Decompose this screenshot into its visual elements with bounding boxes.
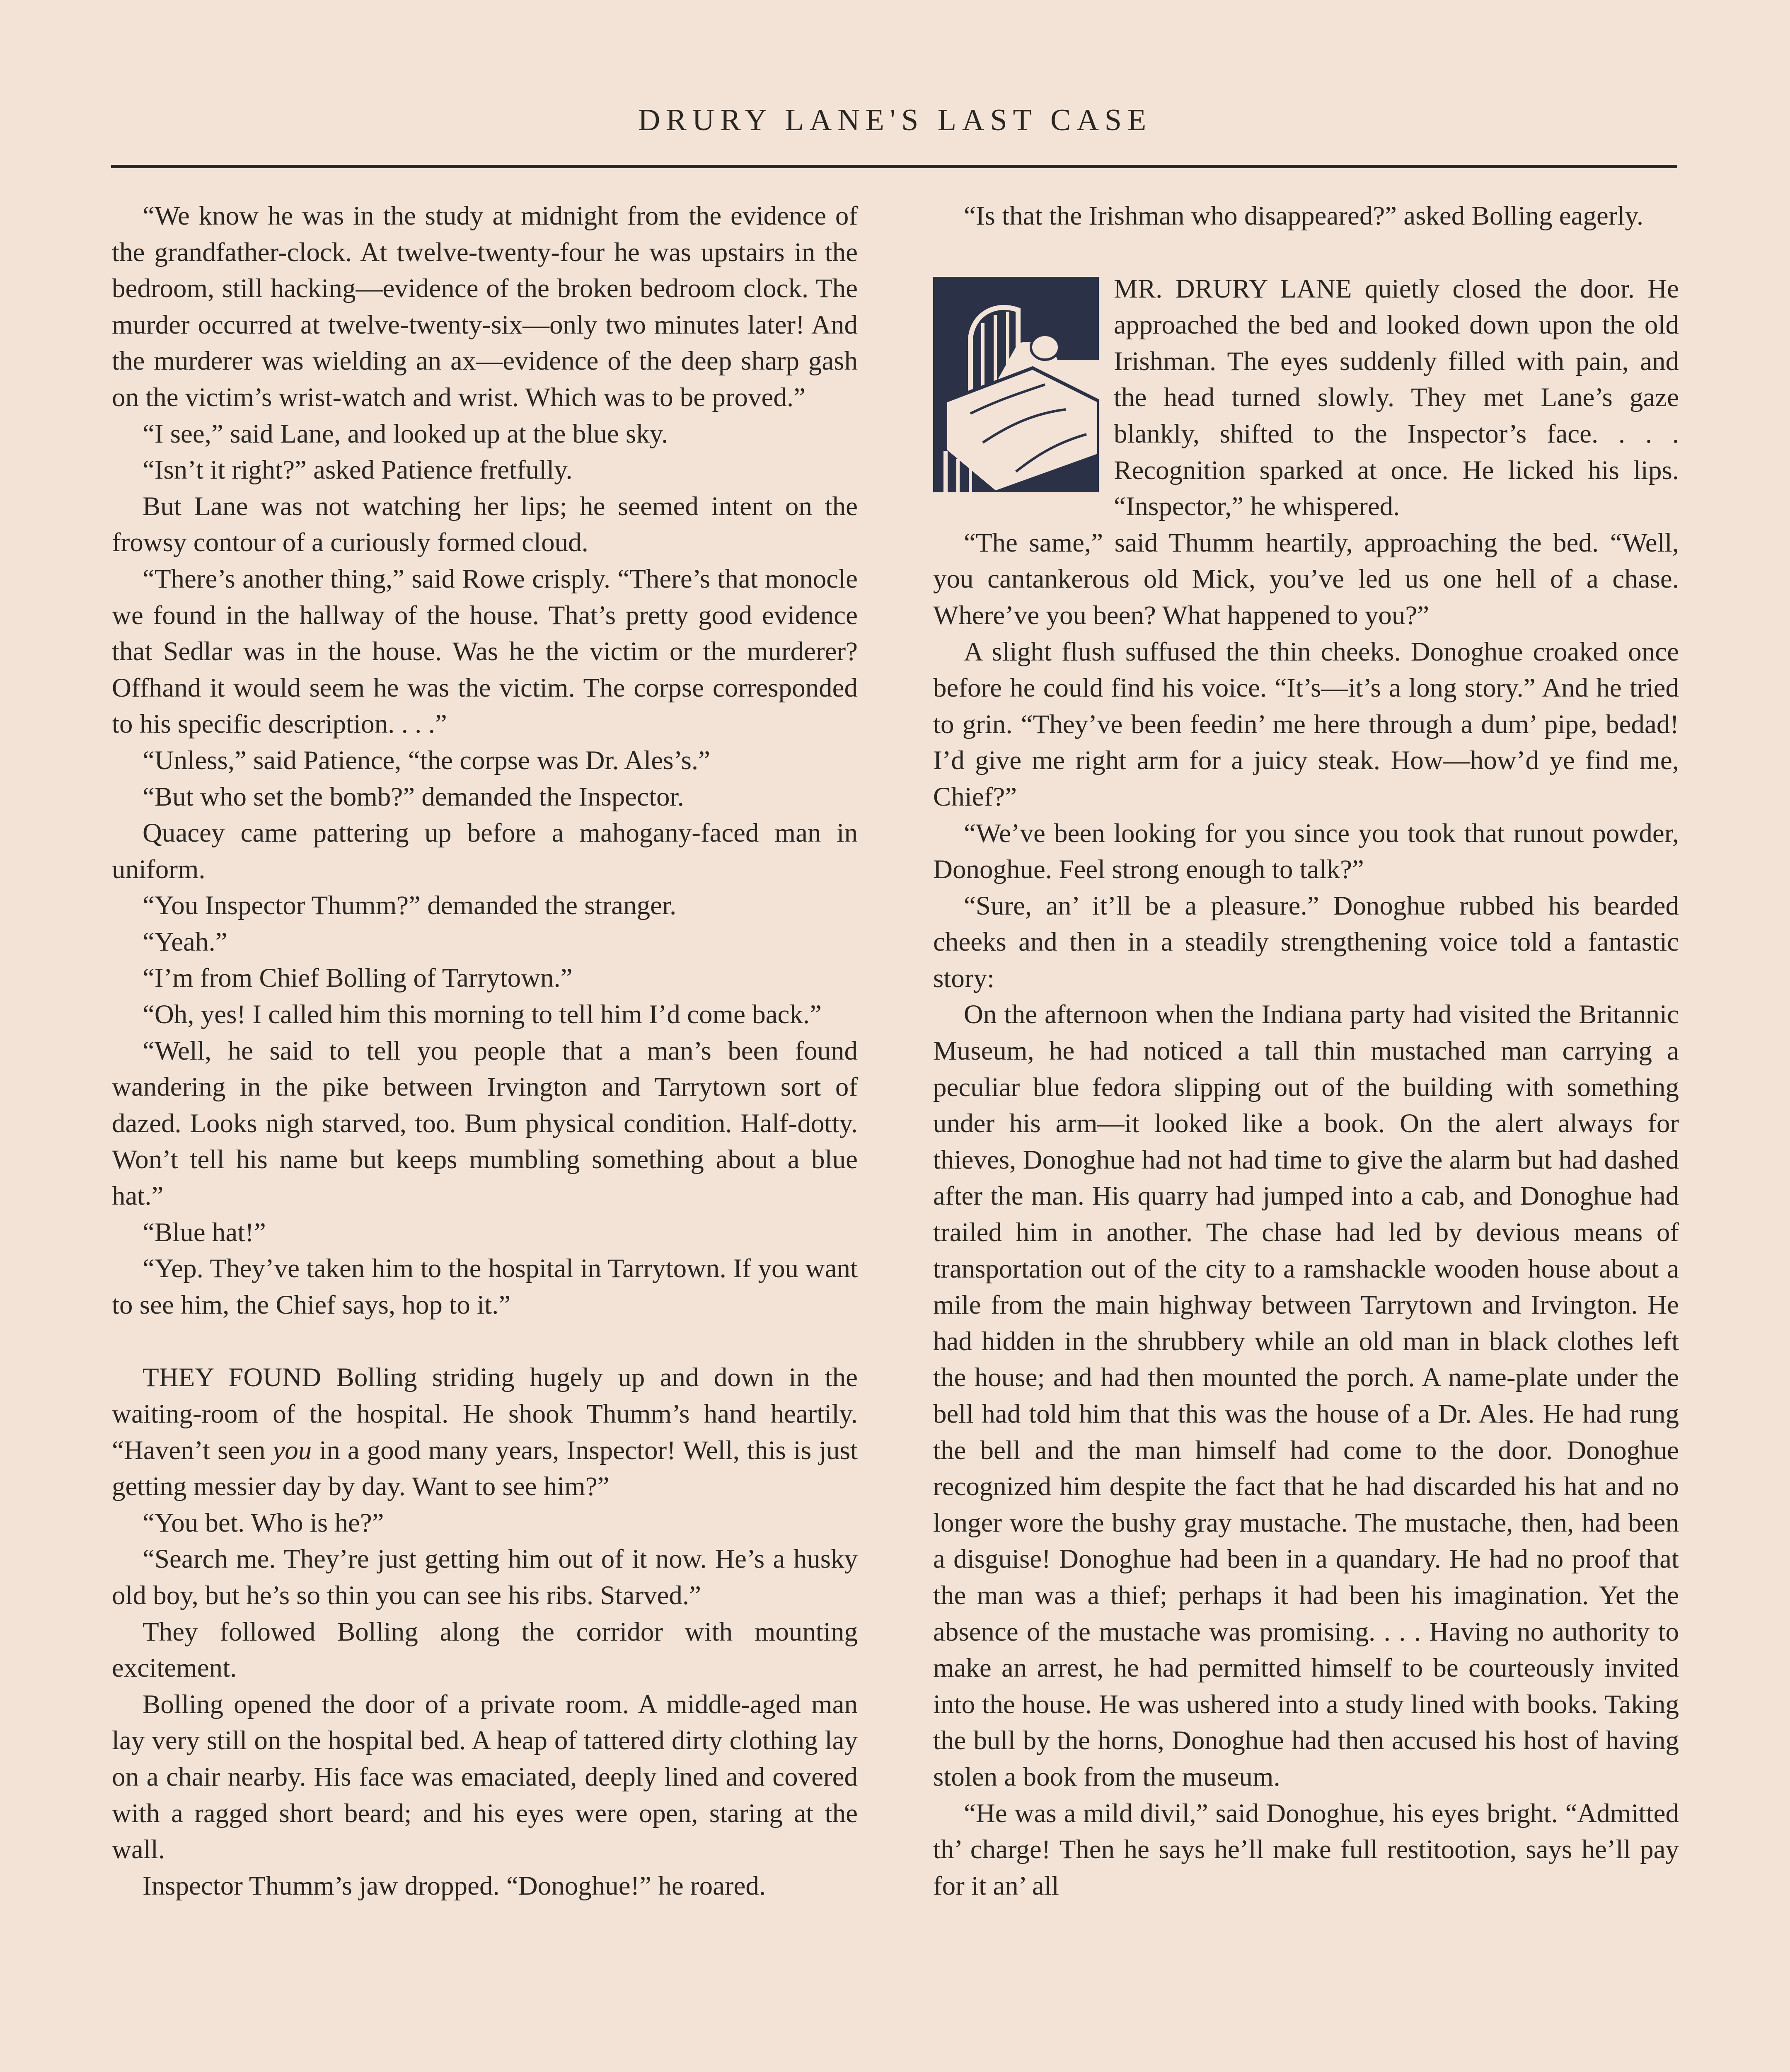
paragraph: “We’ve been looking for you since you took that runout powder, Donoghue. Feel strong enough to talk?”	[933, 818, 1679, 885]
paragraph: “Sure, an’ it’ll be a pleasure.” Donoghue rubbed his bearded cheeks and then in a steadily strengthening voice told a fantastic story:	[933, 891, 1679, 993]
paragraph: They followed Bolling along the corridor with mounting excitement.	[112, 1617, 858, 1683]
paragraph: But Lane was not watching her lips; he seemed intent on the frowsy contour of a curiously formed cloud.	[112, 491, 858, 558]
paragraph: “Unless,” said Patience, “the corpse was Dr. Ales’s.”	[143, 745, 711, 775]
paragraph: A slight flush suffused the thin cheeks. Donoghue croaked once before he could find his voice. “It’s—it’s a long story.” And he tried to grin. “They’ve been feedin’ me here through a dum’ pipe, bedad! I’d give me right arm for a juicy steak. How—how’d ye find me, Chief?”	[933, 637, 1679, 812]
paragraph: “I’m from Chief Bolling of Tarrytown.”	[143, 963, 573, 993]
paragraph: “You bet. Who is he?”	[143, 1508, 384, 1538]
paragraph: Quacey came pattering up before a mahogany-faced man in uniform.	[112, 818, 858, 884]
paragraph: “The same,” said Thumm heartily, approaching the bed. “Well, you cantankerous old Mick, you’ve led us one hell of a chase. Where’ve you been? What happened to you?”	[933, 528, 1679, 630]
text-run: in a good many years, Inspector! Well, this is just getting messier day by day. Want to see him?”	[112, 1435, 858, 1502]
paragraph: “But who set the bomb?” demanded the Inspector.	[143, 782, 684, 812]
section-lead: THEY FOUND	[143, 1363, 322, 1393]
paragraph: “There’s another thing,” said Rowe crisply. “There’s that monocle we found in the hallway of the house. That’s pretty good evidence that Sedlar was in the house. Was he the victim or the murderer? Offhand it would seem he was the victim. The corpse corresponded to his specific description. . . .”	[112, 564, 858, 739]
section-opening-paragraph	[112, 1360, 858, 1505]
text-run: Bolling striding hugely up and down in the waiting-room of the hospital. He shook Thumm’s hand heartily. “Haven’t seen	[112, 1363, 858, 1465]
paragraph: “Blue hat!”	[143, 1217, 266, 1247]
running-title: DRURY LANE'S LAST CASE	[638, 103, 1152, 137]
paragraph: “Search me. They’re just getting him out of it now. He’s a husky old boy, but he’s so thin you can see his ribs. Starved.”	[112, 1544, 858, 1610]
right-column	[933, 198, 1679, 1904]
paragraph: “Well, he said to tell you people that a man’s been found wandering in the pike between Irvington and Tarrytown sort of dazed. Looks nigh starved, too. Bum physical condition. Half-dotty. Won’t tell his name but keeps mumbling something about a blue hat.”	[112, 1036, 858, 1211]
section-lead: MR. DRURY LANE	[1114, 274, 1352, 304]
paragraph: “Yeah.”	[143, 927, 227, 957]
paragraph: “Isn’t it right?” asked Patience fretfully.	[143, 455, 573, 485]
paragraph: “We know he was in the study at midnight from the evidence of the grandfather-clock. At twelve-twenty-four he was upstairs in the bedroom, still hacking—evidence of the broken bedroom clock. The murder occurred at twelve-twenty-six—only two minutes later! And the murderer was wielding an ax—evidence of the deep sharp gash on the victim’s wrist-watch and wrist. Which was to be proved.”	[112, 201, 858, 412]
paragraph: “He was a mild divil,” said Donoghue, his eyes bright. “Admitted th’ charge! Then he says he’ll make full restitootion, says he’ll pay for it an’ all	[933, 1798, 1679, 1901]
paragraph: Bolling opened the door of a private room. A middle-aged man lay very still on the hospital bed. A heap of tattered dirty clothing lay on a chair nearby. His face was emaciated, deeply lined and covered with a ragged short beard; and his eyes were open, staring at the wall.	[112, 1689, 858, 1865]
emphasis: you	[273, 1435, 312, 1465]
paragraph: On the afternoon when the Indiana party had visited the Britannic Museum, he had noticed a tall thin mustached man carrying a peculiar blue fedora slipping out of the building with something under his arm—it looked like a book. On the alert always for thieves, Donoghue had not had time to give the alarm but had dashed after the man. His quarry had jumped into a cab, and Donoghue had trailed him in another. The chase had led by devious means of transportation out of the city to a ramshackle wooden house about a mile from the main highway between Tarrytown and Irvington. He had hidden in the shrubbery while an old man in black clothes left the house; and had then mounted the porch. A name-plate under the bell had told him that this was the house of a Dr. Ales. He had rung the bell and the man himself had come to the door. Donoghue recognized him despite the fact that he had discarded his hat and no longer wore the bushy gray mustache. The mustache, then, had been a disguise! Donoghue had been in a quandary. He had no proof that the man was a thief; perhaps it had been his imagination. Yet the absence of the mustache was promising. . . . Having no authority to make an arrest, he had permitted himself to be courteously invited into the house. He was ushered into a study lined with books. Taking the bull by the horns, Donoghue had then accused his host of having stolen a book from the museum.	[933, 1000, 1679, 1792]
bed-vignette-icon	[933, 277, 1099, 492]
header-rule	[111, 165, 1677, 168]
paragraph: Inspector Thumm’s jaw dropped. “Donoghue!” he roared.	[143, 1871, 766, 1901]
paragraph: “Yep. They’ve taken him to the hospital in Tarrytown. If you want to see him, the Chief says, hop to it.”	[112, 1254, 858, 1320]
section-opening-paragraph	[933, 271, 1679, 525]
left-column	[112, 198, 858, 1904]
paragraph: “Is that the Irishman who disappeared?” asked Bolling eagerly.	[964, 201, 1644, 231]
paragraph: “I see,” said Lane, and looked up at the blue sky.	[143, 419, 668, 449]
text-run: quietly closed the door. He approached the bed and looked down upon the old Irishman. The eyes suddenly filled with pain, and the head turned slowly. They met Lane’s gaze blankly, shifted to the Inspector’s face. . . . Recognition sparked at once. He licked his lips. “Inspector,” he whispered.	[1114, 274, 1679, 522]
paragraph: “Oh, yes! I called him this morning to tell him I’d come back.”	[143, 1000, 822, 1030]
paragraph: “You Inspector Thumm?” demanded the stranger.	[143, 891, 677, 921]
